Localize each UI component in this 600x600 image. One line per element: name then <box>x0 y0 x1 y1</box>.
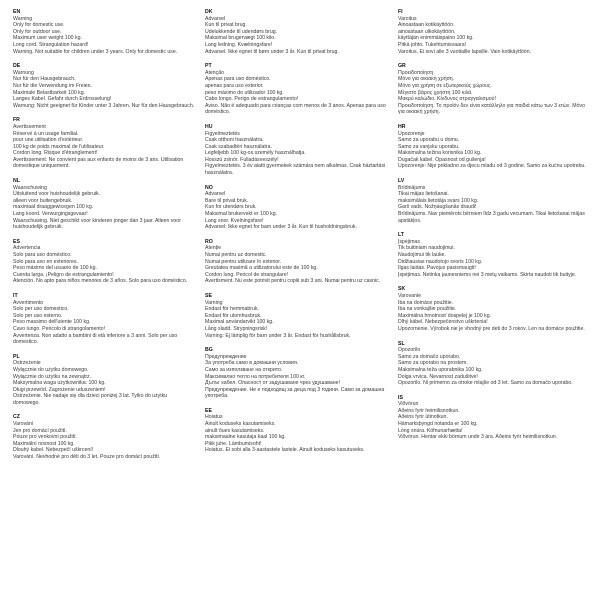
section-se <box>205 293 388 339</box>
section-fi <box>398 9 586 55</box>
language-code: EE <box>205 407 212 414</box>
warning-text: Предупреждение За употреба само в домашни условия. Само за използване на открито. Максимално тегло на потребителя 100 кг. Дълъг кабел. Опасност от задушаване чрез удушаване! Предупреждение. Не е подходящ за деца под 3 години. Само за домашна употреба. <box>205 353 385 400</box>
section-gr <box>398 63 586 116</box>
section-hr <box>398 124 586 170</box>
section-pt <box>205 63 388 116</box>
warning-text: Atenção Apenas para uso doméstico. apenas para uso exterior. peso máximo do utilizador 100 kg. Cabo longo. Perigo de estrangulamento! Aviso. Não é adequado para crianças com menos de 3 anos. Apenas para uso doméstico. <box>205 69 386 116</box>
section-fr <box>13 117 195 170</box>
section-it <box>13 293 195 346</box>
language-code: BG <box>205 347 213 354</box>
warning-text: Varning Endast för hemmabruk. Endast för utomhusbruk. Maximal användarvikt 100 kg. Lång sladd. Strypningsrisk! Varning: Ej lämplig för barn under 3 år. Endast för hushållsbruk. <box>205 299 351 339</box>
warning-text: Advarsel Bare til privat bruk. Kun for utendørs bruk. Maksimal brukervekt er 100 kg. Lang snor. Kvelningsfare! Advarsel: Ikke egnet for barn under 3 år. Kun til husholdningsbruk. <box>205 191 357 231</box>
section-dk <box>205 9 388 55</box>
section-nl <box>13 178 195 231</box>
language-code: SK <box>398 286 406 293</box>
warning-text: Warnung Nur für den Hausgebrauch. Nur für die Verwendung im Freien. Maximale Belastbarkeit 100 kg. Langes Kabel. Gefahr durch Erdrosselung! Warnung: Nicht geeignet für Kinder unter 3 Jahren. Nur für den Hausgebrauch. <box>13 69 195 109</box>
column-right <box>398 9 586 449</box>
warning-text: Opozorilo Samo za domačo uporabo. Samo za uporabo na prostem. Maksimalna teža uporabnika 100 kg. Dolga vrvica. Nevarnost zadušitve! Opozorilo. Ni primerno za otroke mlajše od 3 let. Samo za domačo uporabo. <box>398 347 573 387</box>
warning-text: Advertencia Solo para uso doméstico. Solo para uso en exteriores. Peso máximo del usuario de 100 kg. Cuerda larga. ¡Peligro de estrangulamiento! Atención. No apto para niños menores de 3 años. Solo para uso doméstico. <box>13 245 188 285</box>
language-code: IS <box>398 394 403 401</box>
warning-text: Advarsel Kun til privat brug. Udelukkende til udendørs brug. Maksimal brugervægt 100 kilo. Lang ledning. Kvælningsfare! Advarsel. Ikke egnet til børn under 3 år. Kun til privat brug. <box>205 15 339 55</box>
warning-text: Figyelmeztetés Csak otthoni használatra. Csak szabadtéri használatra. Legfeljebb 100 kg-os személy használhatja. Hosszú zsinór. Fulladásveszély! Figyelmeztetés. 3 év alatti gyermekek számára nem alkalmas. Csak háztartási használatra. <box>205 130 386 177</box>
language-code: DE <box>13 63 21 70</box>
warning-text: Atenție Numai pentru uz domestic. Numai pentru utilizare în exterior. Greutatea maximă a utilizatorului este de 100 kg. Cordon lung. Pericol de strangulare! Avertisment. Nu este potrivit pentru copiii sub 3 ani. Numai pentru uz casnic. <box>205 245 381 285</box>
warning-text: Προειδοποίηση Μόνο για οικιακή χρήση. Μόνο για χρήση σε εξωτερικούς χώρους. Μέγιστο βάρος χρήστη 100 κιλά. Μακρύ καλώδιο. Κίνδυνος στραγγαλισμού! Προειδοποίηση. Το προϊόν δεν είναι κατάλληλο για παιδιά κάτω των 3 ετών. Μόνο για οικιακή χρήση. <box>398 69 585 116</box>
section-es <box>13 239 195 285</box>
section-de <box>13 63 195 109</box>
language-code: RO <box>205 238 213 245</box>
section-sl <box>398 341 586 387</box>
language-code: NL <box>13 178 20 185</box>
warning-text: Upozorenje Samo za uporabu u domu. Samo za vanjsku uporabu. Maksimalna težina korisnika 100 kg. Dugačak kabel. Opasnost od gušenja! Upozorenje: Nije prikladno za djecu mlađu od 3 godine. Samo za kućnu upotrebu. <box>398 130 586 170</box>
language-code: HU <box>205 123 213 130</box>
language-code: FR <box>13 117 20 124</box>
section-hu <box>205 124 388 177</box>
section-is <box>398 395 586 441</box>
language-code: PL <box>13 353 20 360</box>
section-lt <box>398 232 586 278</box>
language-code: LV <box>398 178 405 185</box>
section-no <box>205 185 388 231</box>
section-cz <box>13 414 195 460</box>
warning-text: Waarschuwing Uitsluitend voor huishoudelijk gebruik. alleen voor buitengebruik. maximaal draaggewicegen 100 kg. Lang koord. Verwurgingsgevaar! Waarschuwing. Niet geschikt voor kinderen jonger dan 3 jaar. Alleen voor huishoudelijk gebruik. <box>13 184 181 231</box>
warning-text: Avvertimento Solo per uso domestico. Solo per uso esterno. Peso massimo dell'utente 100 kg. Cavo lungo. Pericolo di strangolamento! Avvertenza. Non adatto a bambini di età inferiore a 3 anni. Solo per uso domestico. <box>13 299 178 346</box>
warning-text: Hoiatus Ainult koduseks kasutamiseks. ainult õues kasutamiseks. maksimaalne kasutaja kaal 100 kg. Pikk juhe. Lämbumisoht! Hoiatus. Ei sobi alla 3-aastastele lastele. Ainult koduseks kasutuseks. <box>205 414 365 454</box>
warning-text: Varování Jen pro domácí použití. Pouze pro venkovní použití. Maximální nosnost 100 kg. Dlouhý kabel. Nebezpečí uškrcení! Varování. Nevhodné pro děti do 3 let. Pouze pro domácí použití. <box>13 421 161 461</box>
section-sk <box>398 286 586 332</box>
language-code: NO <box>205 184 213 191</box>
section-lv <box>398 178 586 224</box>
section-ro <box>205 239 388 285</box>
warning-text: Varoitus Ainoastaan kotikäyttöön. ainoastaan ulkokäyttöön. käyttäjän enimmäispaino 100 kg. Pitkä johto. Tukehtumisvaara! Varoitus. Ei sovi alle 3 vuotiaille lapsille. Vain kotikäyttöön. <box>398 15 532 55</box>
language-code: SE <box>205 292 212 299</box>
warning-text: Ostrzeżenie Wyłącznie do użytku domowego. Wyłącznie do użytku na zewnątrz. Maksymalna waga użytkownika: 100 kg. Długi przewód. Zagrożenie uduszeniem! Ostrzeżenie. Nie nadaje się dla dzieci poniżej 3 lat. Tylko do użytku domowego. <box>13 360 168 406</box>
section-ee <box>205 408 388 454</box>
language-code: EN <box>13 9 21 15</box>
language-code: ES <box>13 238 20 245</box>
language-code: LT <box>398 232 404 239</box>
warning-text: Brīdinājums Tikai mājas lietošanai. maksimālais lietotāja svars 100 kg. Garš vads. Nožņaugšanās draudi! Brīdinājums. Nav piemērots bērniem līdz 3 gadu vecumam. Tikai lietošanai mājas apstākļos. <box>398 184 585 224</box>
warning-text: Avertissement Réservé à un usage familial. pour une utilisation d'extérieur. 100 kg de poids maximal de l'utilisateur. Cordon long. Risque d'étranglement! Avertissement. Ne convient pas aux enfants de moins de 3 ans. Utilisation domestique uniquement. <box>13 123 184 170</box>
language-code: IT <box>13 292 18 299</box>
warning-text: Warning Only for domestic use. Only for outdoor use. Maximum user weight 100 kg. Long cord. Strangulation hazard! Warning. Not suitable for children under 3 years. Only for domestic use. <box>13 15 178 55</box>
language-code: PT <box>205 63 212 70</box>
section-bg <box>205 347 388 400</box>
column-middle <box>205 9 388 462</box>
language-code: FI <box>398 9 403 15</box>
language-code: CZ <box>13 414 20 421</box>
column-left <box>13 9 195 469</box>
language-code: SL <box>398 340 405 347</box>
section-pl <box>13 354 195 407</box>
language-code: HR <box>398 123 406 130</box>
language-code: GR <box>398 63 406 70</box>
warning-text: Viðvörun Aðeins fyrir heimilisnotkun. Aðeins fyrir útinotkun. Hámarksþyngd notanda er 100 kg. Löng snúra. Köfnunarhætta! Viðvörun. Hentar ekki börnum undir 3 ára. Aðeins fyrir heimilisnotkun. <box>398 401 558 441</box>
warning-text: Įspėjimas Tik buitiniam naudojimui. Naudojimui tik lauke. Didžiausias naudotojo svoris 100 kg. Ilgas laidas. Pavojus pasismaugti! Įspėjimas. Netinka jaunesniems nei 3 metų vaikams. Skirta naudoti tik buityje. <box>398 238 577 278</box>
language-code: DK <box>205 9 213 15</box>
section-en <box>13 9 195 55</box>
warning-text: Varovanie Iba na domáce použitie. Iba na vonkajšie použitie. Maximálna hmotnosť dospelej je 100 kg. Dlhý kábel. Nebezpečenstvo uškrtenia! Upozornenie. Výrobok nie je vhodný pre deti do 3 rokov. Len na domáce použitie. <box>398 292 585 332</box>
